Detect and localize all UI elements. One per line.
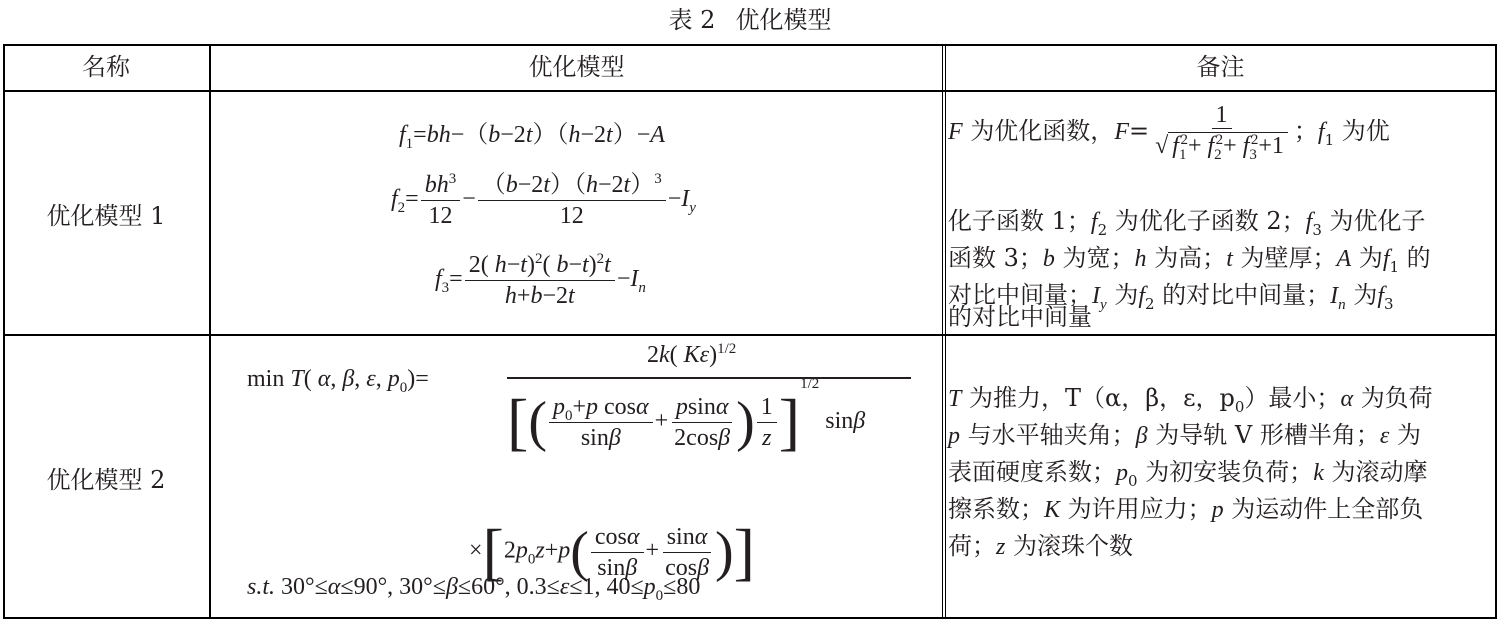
optimization-table [3,44,1497,619]
note2-line5: 荷；z 为滚珠个数 [948,532,1133,560]
note1-line2: 化子函数 1；$f_2$ 为优化子函数 2；$f_3$ 为优化子 [948,207,1426,239]
objective-lhs: min T( α, β, ε, $p_0)=$ [247,366,429,396]
header-name: 名称 [82,53,130,81]
note1-line4: 对比中间量；$I_y$ 为$f_2$ 的对比中间量；$I_n$ 为$f_3$ [948,281,1394,313]
note1-line1: F 为优化函数，F= $\frac{1}{√ f_1^2+ f_2^2+ f_3^2+1}$ ；$f_1$ 为优 [948,102,1390,163]
formula-f3: $f_3=$ $\frac{2( h-t)^2( b-t)^2t}{h+b-2t}$ $-I_n$ [435,251,646,309]
objective-denominator: [( $\frac{p_0+p \cos\alpha}{\sin\beta}$ + $\frac{psin\alpha}{2\cos\beta}$ ) $\frac{1}{z}$ ]$^{1/2}$ sinβ [507,376,866,458]
objective-multiplier: $\times[2p_0z+p$( $\frac{\cos\alpha}{\sin\beta}$ + $\frac{\sin\alpha}{\cos\beta}$ )] [469,516,755,587]
header-model: 优化模型 [528,53,625,81]
caption-title: 优化模型 [735,6,832,34]
table-right-border [1495,44,1497,619]
row1-name: 优化模型 1 [46,202,166,230]
row2-name: 优化模型 2 [46,466,166,494]
objective-fraction-bar [507,377,911,379]
note2-line3: 表面硬度系数；$p_0$ 为初安装负荷；k 为滚动摩 [948,458,1428,490]
note2-line4: 擦系数；K 为许用应力；p 为运动件上全部负 [948,495,1424,523]
table-caption [0,4,1500,36]
note2-line2: p 与水平轴夹角；β 为导轨 V 形槽半角；ε 为 [948,421,1421,449]
note1-line5: 的对比中间量 [948,303,1092,331]
caption-label: 表 2 [668,6,716,34]
constraint: s.t. 30°≤α≤90°, 30°≤β≤60°, 0.3≤ε≤1, $40\le p_0\le 80$ [247,574,701,604]
col-divider-2b [945,44,946,619]
formula-f2: $f_2=$ $\frac{bh^3}{12}$ − $\frac{(b-2t)(h-2t)^3}{12}$ $-I_y$ [391,171,696,229]
note2-line1: T 为推力，T（α，β，ε，$p_0$）最小；α 为负荷 [948,384,1433,416]
col-divider-1 [209,44,211,619]
col-divider-2a [942,44,943,619]
formula-f1: $f_1=bh-(b-2t)(h-2t)-A$ [399,122,665,152]
header-note: 备注 [1196,53,1245,81]
table-bottom-rule [3,617,1497,619]
table-left-border [3,44,5,619]
note1-line3: 函数 3；b 为宽；h 为高；t 为壁厚；A 为$f_1$ 的 [948,244,1431,276]
objective-numerator: 2k( Kε)$^{1/2}$ [647,341,737,368]
